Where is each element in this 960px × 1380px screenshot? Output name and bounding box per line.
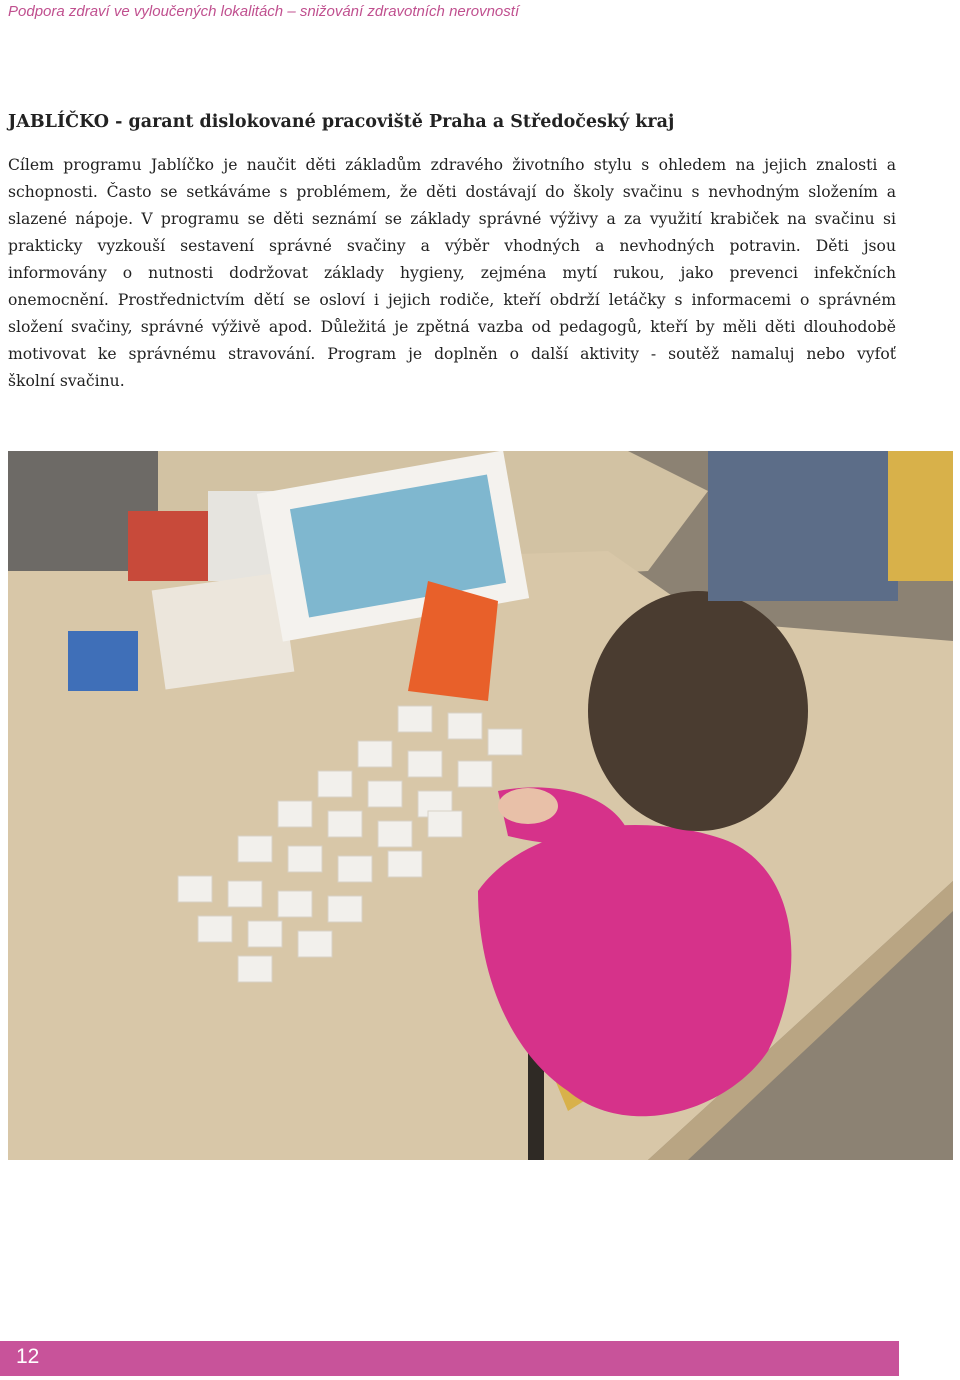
section-heading: JABLÍČKO - garant dislokované pracoviště Praha a Středočeský kraj	[8, 112, 675, 132]
photo-illustration	[8, 451, 953, 1160]
paragraph-line: Cílem programu Jablíčko je naučit děti základům zdravého životního stylu s ohledem na jejich znalosti a	[8, 156, 896, 174]
other-child	[708, 451, 898, 601]
paragraph-line: prakticky vyzkouší sestavení správné svačiny a výběr vhodných a nevhodných potravin. Děti jsou	[8, 237, 896, 255]
paper-stack	[152, 572, 295, 689]
child-hair	[588, 591, 808, 831]
paragraph-line: onemocnění. Prostřednictvím dětí se osloví i jejich rodiče, kteří obdrží letáčky s informacemi o správném	[8, 291, 896, 309]
footer-bar	[0, 1341, 899, 1376]
blue-box	[68, 631, 138, 691]
paragraph-line: školní svačinu.	[8, 372, 125, 390]
paragraph-line: schopnosti. Často se setkáváme s problémem, že děti dostávají do školy svačinu s nevhodným složením a	[8, 183, 896, 201]
game-boxes	[128, 511, 218, 581]
paragraph-line: motivovat ke správnému stravování. Program je doplněn o další aktivity - soutěž namaluj nebo vyfoť	[8, 345, 896, 363]
classroom-photo	[8, 451, 953, 1160]
paragraph-line: složení svačiny, správné výživě apod. Důležitá je zpětná vazba od pedagogů, kteří by měli děti dlouhodobě	[8, 318, 896, 336]
paragraph-line: informovány o nutnosti dodržovat základy hygieny, zejména mytí rukou, jako prevenci infekčních	[8, 264, 896, 282]
paragraph-line: slazené nápoje. V programu se děti seznámí se základy správné výživy a za využití krabiček na svačinu si	[8, 210, 896, 228]
body-paragraph	[8, 152, 896, 395]
running-header: Podpora zdraví ve vyloučených lokalitách – snižování zdravotních nerovností	[8, 3, 520, 20]
page-number: 12	[16, 1345, 40, 1368]
back-chair	[888, 451, 953, 581]
child-hand	[498, 788, 558, 824]
